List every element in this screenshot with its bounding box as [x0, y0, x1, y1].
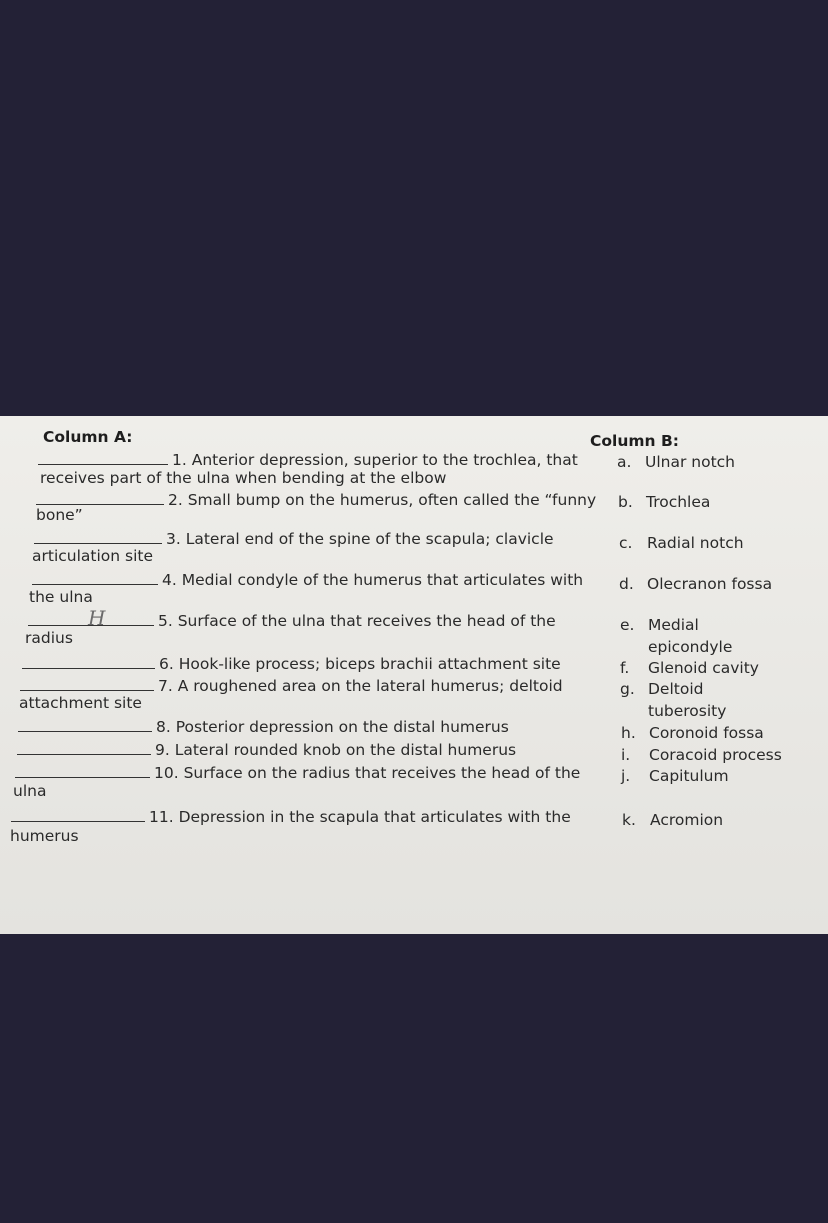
option-f: f. Glenoid cavity [620, 659, 759, 677]
question-11 [11, 808, 571, 826]
question-10-cont: ulna [13, 782, 47, 800]
question-4 [32, 571, 583, 589]
answer-blank-8[interactable] [18, 719, 152, 732]
column-b-header: Column B: [590, 432, 679, 450]
question-1-text: 1. Anterior depression, superior to the trochlea, that [172, 451, 578, 469]
option-k: k. Acromion [622, 811, 724, 829]
worksheet-photo [0, 416, 828, 934]
question-2-text: 2. Small bump on the humerus, often called the “funny [168, 491, 597, 509]
question-4-text: 4. Medial condyle of the humerus that articulates with [162, 571, 584, 589]
answer-blank-1[interactable] [38, 452, 168, 465]
answer-blank-4[interactable] [32, 572, 158, 585]
handwritten-answer-5: H [88, 606, 106, 630]
option-i: i. Coracoid process [621, 746, 782, 764]
option-j: j. Capitulum [621, 767, 729, 785]
column-a-header: Column A: [43, 428, 133, 446]
question-4-cont: the ulna [29, 588, 93, 606]
question-5 [28, 612, 556, 630]
question-5-text: 5. Surface of the ulna that receives the head of the [158, 612, 556, 630]
answer-blank-6[interactable] [22, 656, 155, 669]
question-3-cont: articulation site [32, 547, 154, 565]
answer-blank-11[interactable] [11, 809, 145, 822]
option-g: g. Deltoid [620, 680, 704, 698]
option-c: c. Radial notch [619, 534, 744, 552]
question-11-cont: humerus [10, 827, 79, 845]
option-e: e. Medial [620, 616, 699, 634]
option-d: d. Olecranon fossa [619, 575, 773, 593]
question-6-text: 6. Hook-like process; biceps brachii attachment site [159, 655, 561, 673]
answer-blank-3[interactable] [34, 531, 162, 544]
question-7-text: 7. A roughened area on the lateral humerus; deltoid [158, 677, 563, 695]
option-b: b. Trochlea [618, 493, 711, 511]
question-6 [22, 655, 561, 673]
question-11-text: 11. Depression in the scapula that articulates with the [149, 808, 571, 826]
answer-blank-10[interactable] [15, 765, 150, 778]
question-5-cont: radius [25, 629, 73, 647]
answer-blank-7[interactable] [20, 678, 154, 691]
option-a: a. Ulnar notch [617, 453, 736, 471]
question-8 [18, 718, 509, 736]
question-8-text: 8. Posterior depression on the distal humerus [156, 718, 509, 736]
question-3-text: 3. Lateral end of the spine of the scapula; clavicle [166, 530, 554, 548]
question-2-cont: bone” [36, 506, 83, 524]
question-10-text: 10. Surface on the radius that receives the head of the [154, 764, 581, 782]
question-1-cont: receives part of the ulna when bending at the elbow [40, 469, 447, 487]
question-7 [20, 677, 563, 695]
option-h: h. Coronoid fossa [621, 724, 764, 742]
question-9-text: 9. Lateral rounded knob on the distal humerus [155, 741, 517, 759]
option-g-cont: tuberosity [648, 702, 727, 720]
question-3 [34, 530, 554, 548]
question-1 [38, 451, 578, 469]
question-7-cont: attachment site [19, 694, 142, 712]
question-9 [17, 741, 516, 759]
answer-blank-2[interactable] [36, 492, 164, 505]
option-e-cont: epicondyle [648, 638, 733, 656]
question-10 [15, 764, 580, 782]
answer-blank-9[interactable] [17, 742, 151, 755]
question-2 [36, 491, 596, 509]
